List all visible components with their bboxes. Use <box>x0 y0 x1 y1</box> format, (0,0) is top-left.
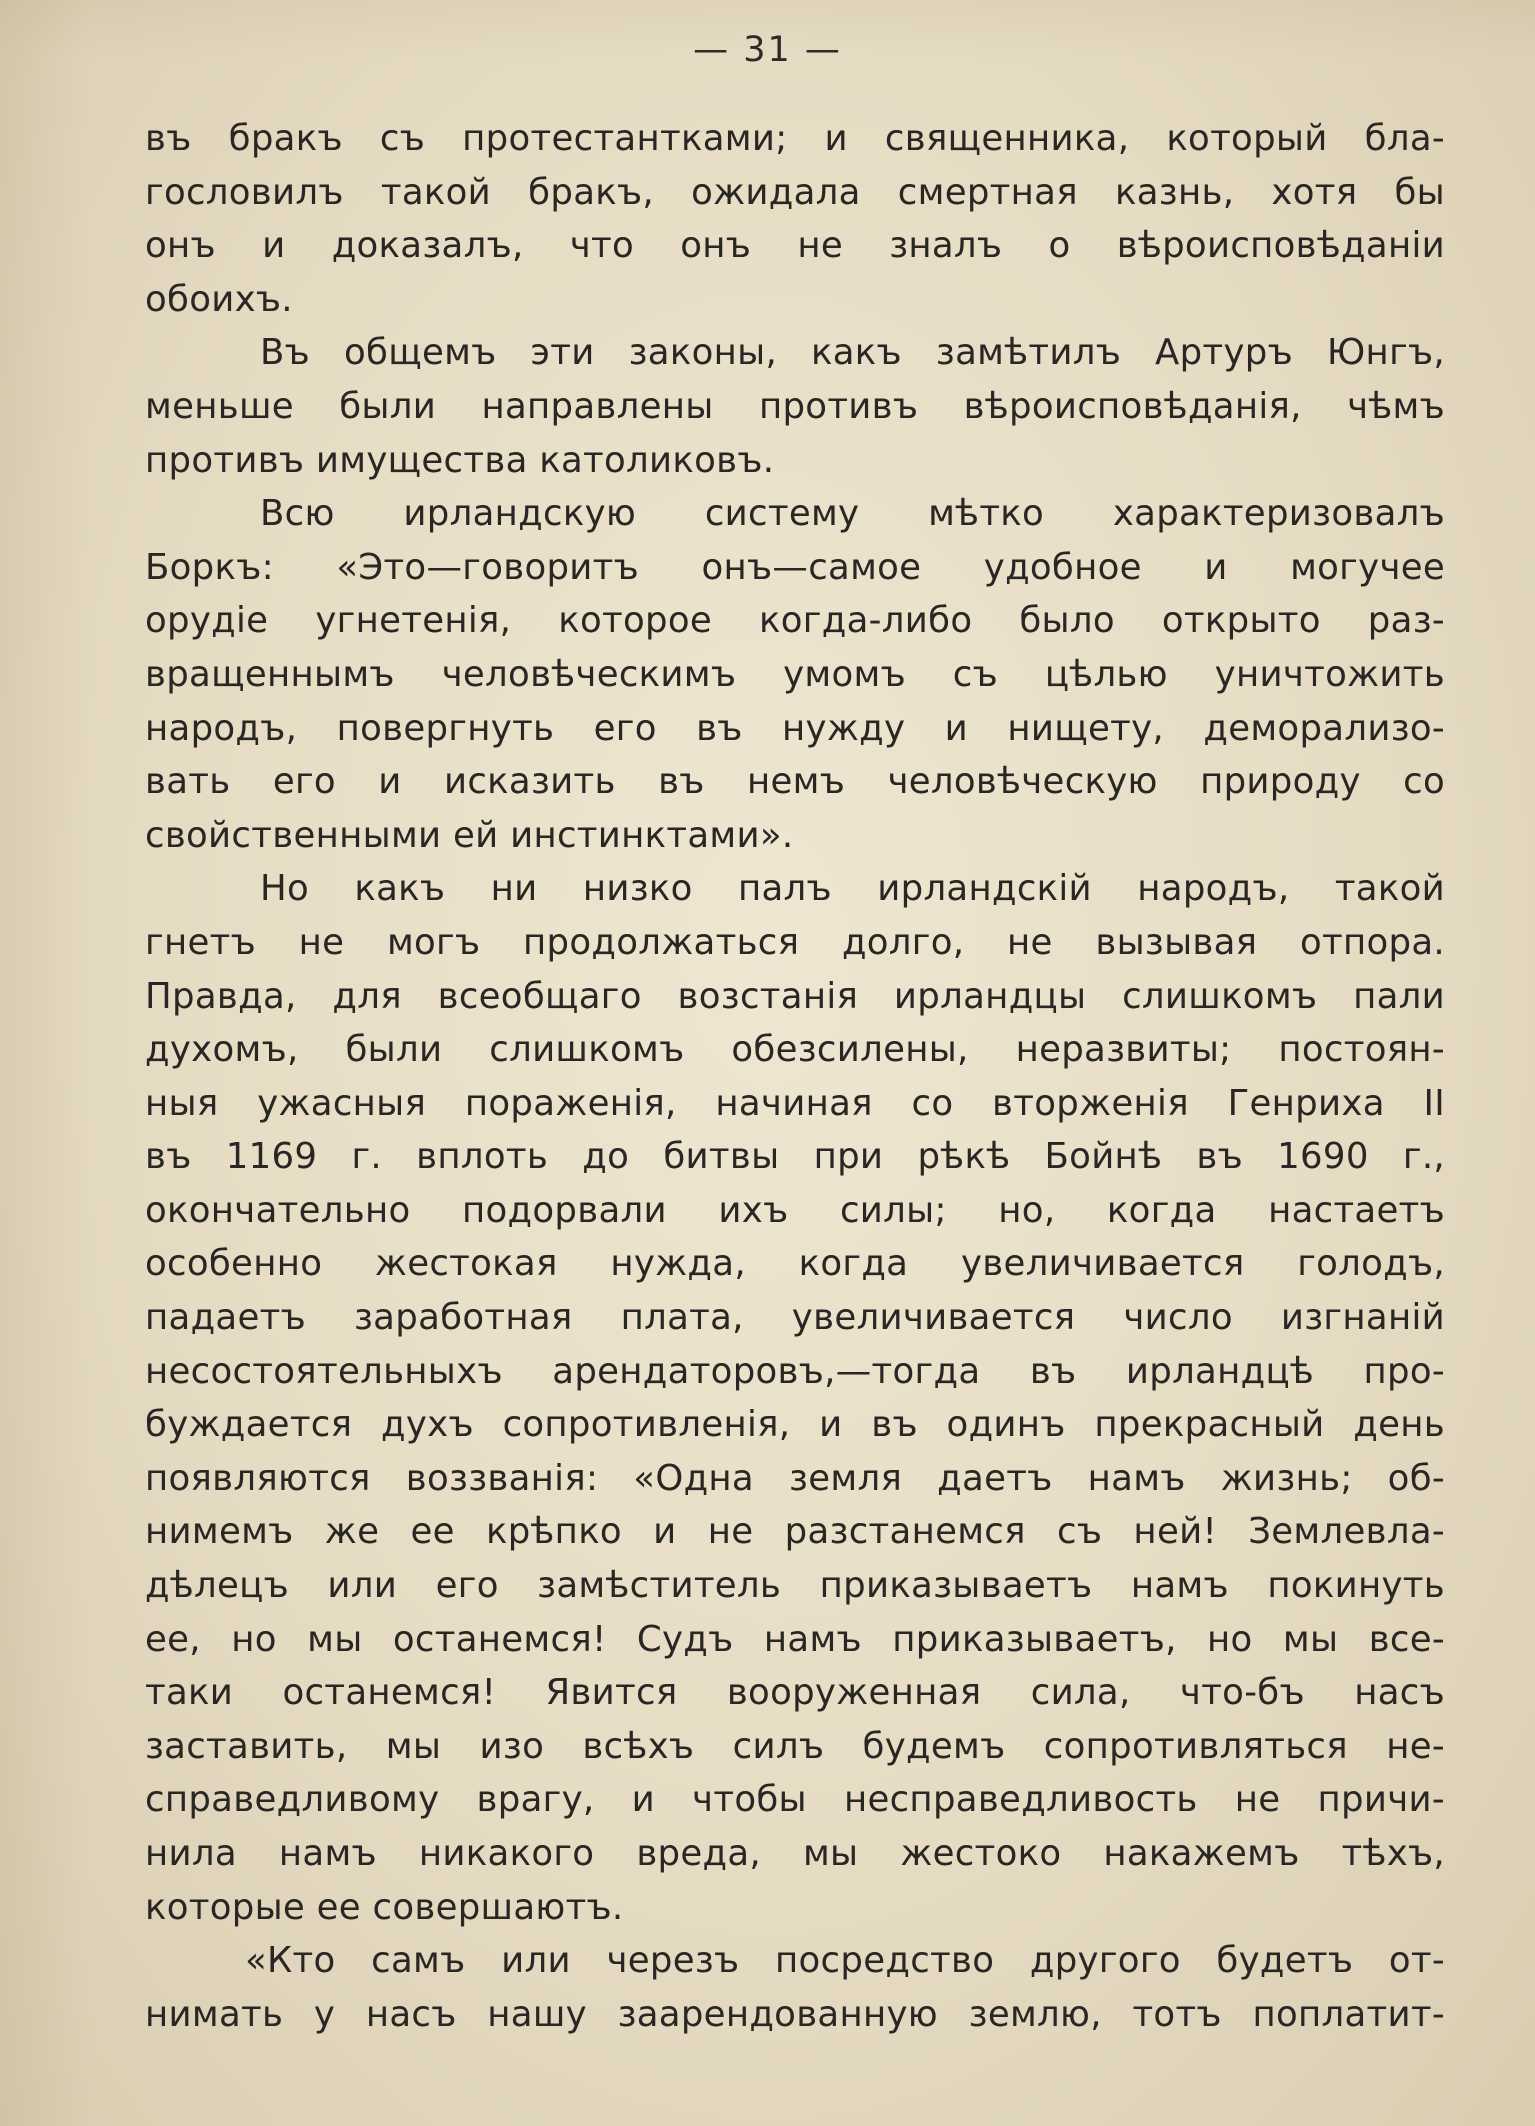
text-line: свойственными ей инстинктами». <box>145 814 794 856</box>
text-line: заставить, мы изо всѣхъ силъ будемъ сопротивляться не- <box>145 1725 1445 1767</box>
page-number: — 31 — <box>693 30 842 70</box>
text-line: онъ и доказалъ, что онъ не зналъ о вѣроисповѣданiи <box>145 225 1445 267</box>
text-line: въ бракъ съ протестантками; и священника, который бла- <box>145 118 1445 159</box>
body-text <box>145 112 1445 2041</box>
text-line: вращеннымъ человѣческимъ умомъ съ цѣлью уничтожить <box>145 653 1445 695</box>
text-line: гнетъ не могъ продолжаться долго, не вызывая отпора. <box>145 921 1445 963</box>
text-line: вать его и исказить въ немъ человѣческую природу со <box>145 761 1445 803</box>
paragraph-start-line: Всю ирландскую систему мѣтко характеризовалъ <box>260 493 1445 535</box>
text-line: нимать у насъ нашу заарендованную землю, тотъ поплатит- <box>145 1993 1445 2035</box>
text-line: нимемъ же ее крѣпко и не разстанемся съ ней! Землевла- <box>145 1511 1445 1553</box>
text-line: народъ, повергнуть его въ нужду и нищету, деморализо- <box>145 707 1445 749</box>
text-line: таки останемся! Явится вооруженная сила, что-бъ насъ <box>145 1672 1445 1714</box>
text-line: въ 1169 г. вплоть до битвы при рѣкѣ Бойнѣ въ 1690 г., <box>145 1136 1445 1178</box>
text-line: которые ее совершаютъ. <box>145 1886 624 1928</box>
text-line: духомъ, были слишкомъ обезсилены, неразвиты; постоян- <box>145 1029 1445 1071</box>
text-line: окончательно подорвали ихъ силы; но, когда настаетъ <box>145 1189 1445 1231</box>
text-line: меньше были направлены противъ вѣроисповѣданія, чѣмъ <box>145 385 1445 427</box>
paragraph-start-line: Въ общемъ эти законы, какъ замѣтилъ Артуръ Юнгъ, <box>260 332 1445 374</box>
text-line: дѣлецъ или его замѣститель приказываетъ намъ покинуть <box>145 1565 1445 1607</box>
text-line: справедливому врагу, и чтобы несправедливость не причи- <box>145 1779 1445 1821</box>
paragraph-start-line: Но какъ ни низко палъ ирландскій народъ, такой <box>260 868 1445 910</box>
text-line: нила намъ никакого вреда, мы жестоко накажемъ тѣхъ, <box>145 1833 1445 1874</box>
text-line: Боркъ: «Это—говоритъ онъ—самое удобное и могучее <box>145 546 1445 588</box>
text-line: Правда, для всеобщаго возстанія ирландцы слишкомъ пали <box>145 975 1445 1017</box>
text-line: падаетъ заработная плата, увеличивается число изгнаній <box>145 1297 1445 1339</box>
text-line: буждается духъ сопротивленія, и въ одинъ прекрасный день <box>145 1404 1445 1446</box>
text-line: особенно жестокая нужда, когда увеличивается голодъ, <box>145 1243 1445 1285</box>
paragraph-start-line: «Кто самъ или черезъ посредство другого будетъ от- <box>245 1940 1445 1982</box>
text-line: орудіе угнетенія, которое когда-либо было открыто раз- <box>145 600 1445 642</box>
text-line: гословилъ такой бракъ, ожидала смертная казнь, хотя бы <box>145 171 1445 213</box>
text-line: ее, но мы останемся! Судъ намъ приказываетъ, но мы все- <box>145 1618 1445 1660</box>
text-line: обоихъ. <box>145 278 293 320</box>
text-line: ныя ужасныя пораженія, начиная со вторженія Генриха II <box>145 1082 1445 1124</box>
text-line: несостоятельныхъ арендаторовъ,—тогда въ ирландцѣ про- <box>145 1350 1445 1392</box>
text-line: противъ имущества католиковъ. <box>145 439 775 481</box>
text-line: появляются воззванія: «Одна земля даетъ намъ жизнь; об- <box>145 1457 1445 1499</box>
